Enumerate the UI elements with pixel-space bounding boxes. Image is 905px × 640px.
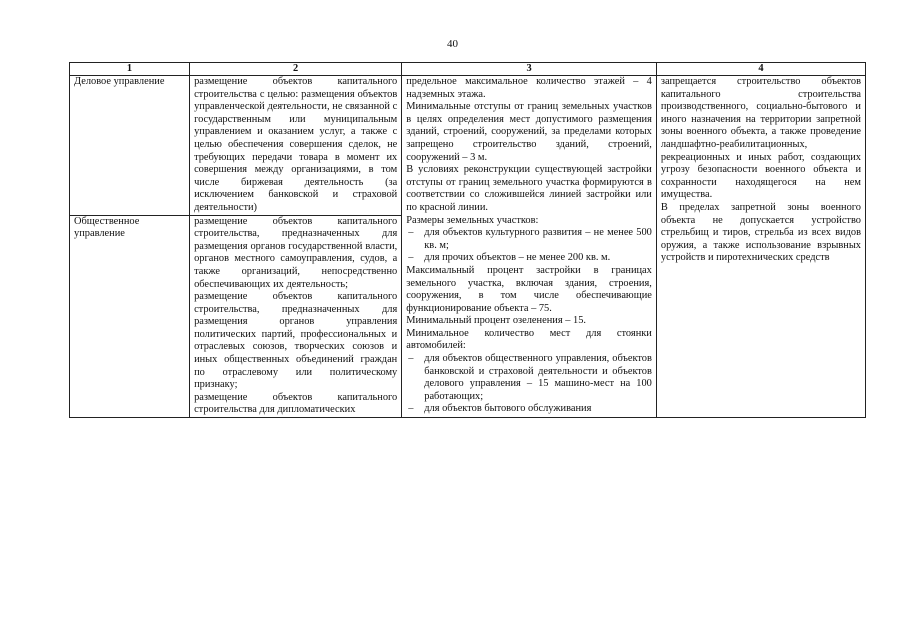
parking-heading: Минимальное количество мест для стоянки автомобилей: <box>406 327 652 352</box>
list-item: – для прочих объектов – не менее 200 кв. м. <box>406 252 652 265</box>
list-item: – для объектов общественного управления, объектов банковской и страховой деятельности и объектов делового управления – 15 машино-мест на 100 работающих; <box>406 353 652 403</box>
max-floors-text: предельное максимальное количество этажей – 4 надземных этажа. <box>406 76 652 100</box>
header-col-3: 3 <box>402 63 657 76</box>
header-col-1: 1 <box>70 63 190 76</box>
restriction-text: В пределах запретной зоны военного объекта не допускается устройство стрельбищ и тиров, стрельба из всех видов оружия, а также использование взрывных устройств и пиротехнических средств <box>660 201 861 264</box>
use-description-text: размещение объектов капитального строительства с целью: размещения объектов управленческой деятельности, не связанной с государственным или муниципальным управлением и оказанием услуг, а также с целью обеспечения совершения сделок, не требующих передачи товара в момент их совершения между организациями, в том числе биржевая деятельность (за исключением банковской и страховой деятельности) <box>194 76 398 213</box>
restrictions-cell <box>656 76 865 418</box>
list-item: – для объектов бытового обслуживания <box>406 403 652 416</box>
use-name-cell: Деловое управление <box>70 76 190 216</box>
page-number: 40 <box>447 38 458 50</box>
min-setbacks-text: Минимальные отступы от границ земельных участков в целях определения мест допустимого размещения зданий, строений, сооружений, за пределами которых запрещено строительство зданий, строений, сооружений – 3 м. <box>406 101 652 163</box>
plot-sizes-heading: Размеры земельных участков: <box>406 214 539 226</box>
use-description-text: размещение объектов капитального строительства, предназначенных для размещения органов государственной власти, органов местного самоуправления, судов, а также организаций, непосредственно обеспечивающих их деятельность; <box>194 215 398 290</box>
use-description-text: размещение объектов капитального строительства для дипломатических <box>194 391 398 416</box>
header-col-2: 2 <box>190 63 402 76</box>
use-description-text: размещение объектов капитального строительства, предназначенных для размещения органов управления политических партий, профессиональных и отраслевых союзов, творческих союзов и иных общественных объединений граждан по отраслевому или политическому признаку; <box>194 291 398 391</box>
restriction-text: запрещается строительство объектов капитального строительства производственного, социально-бытового и иного назначения на территории запретной зоны военного объекта, а также проведение ландшафтно-реабилитационных, рекреационных и иных работ, создающих угрозу безопасности военного объекта и сохранности находящегося на нем имущества. <box>660 76 861 201</box>
parameters-cell <box>402 76 657 418</box>
min-greenery-text: Минимальный процент озеленения – 15. <box>406 315 586 327</box>
plot-sizes-list <box>406 227 652 265</box>
use-description-cell <box>190 76 402 216</box>
reconstruction-text: В условиях реконструкции существующей застройки отступы от границ земельного участка формируются в соответствии со сложившейся линией застройки или по красной линии. <box>406 164 652 213</box>
max-coverage-text: Максимальный процент застройки в границах земельного участка, включая здания, строения, сооружения, в том числе обеспечивающие функционирование объекта – 75. <box>406 264 652 314</box>
use-description-cell <box>190 215 402 418</box>
parking-list <box>406 353 652 416</box>
use-name-cell: Общественное управление <box>70 215 190 418</box>
table-row <box>70 76 866 216</box>
header-row <box>70 63 866 76</box>
list-item: – для объектов культурного развития – не менее 500 кв. м; <box>406 227 652 252</box>
zoning-table <box>69 62 866 418</box>
header-col-4: 4 <box>656 63 865 76</box>
